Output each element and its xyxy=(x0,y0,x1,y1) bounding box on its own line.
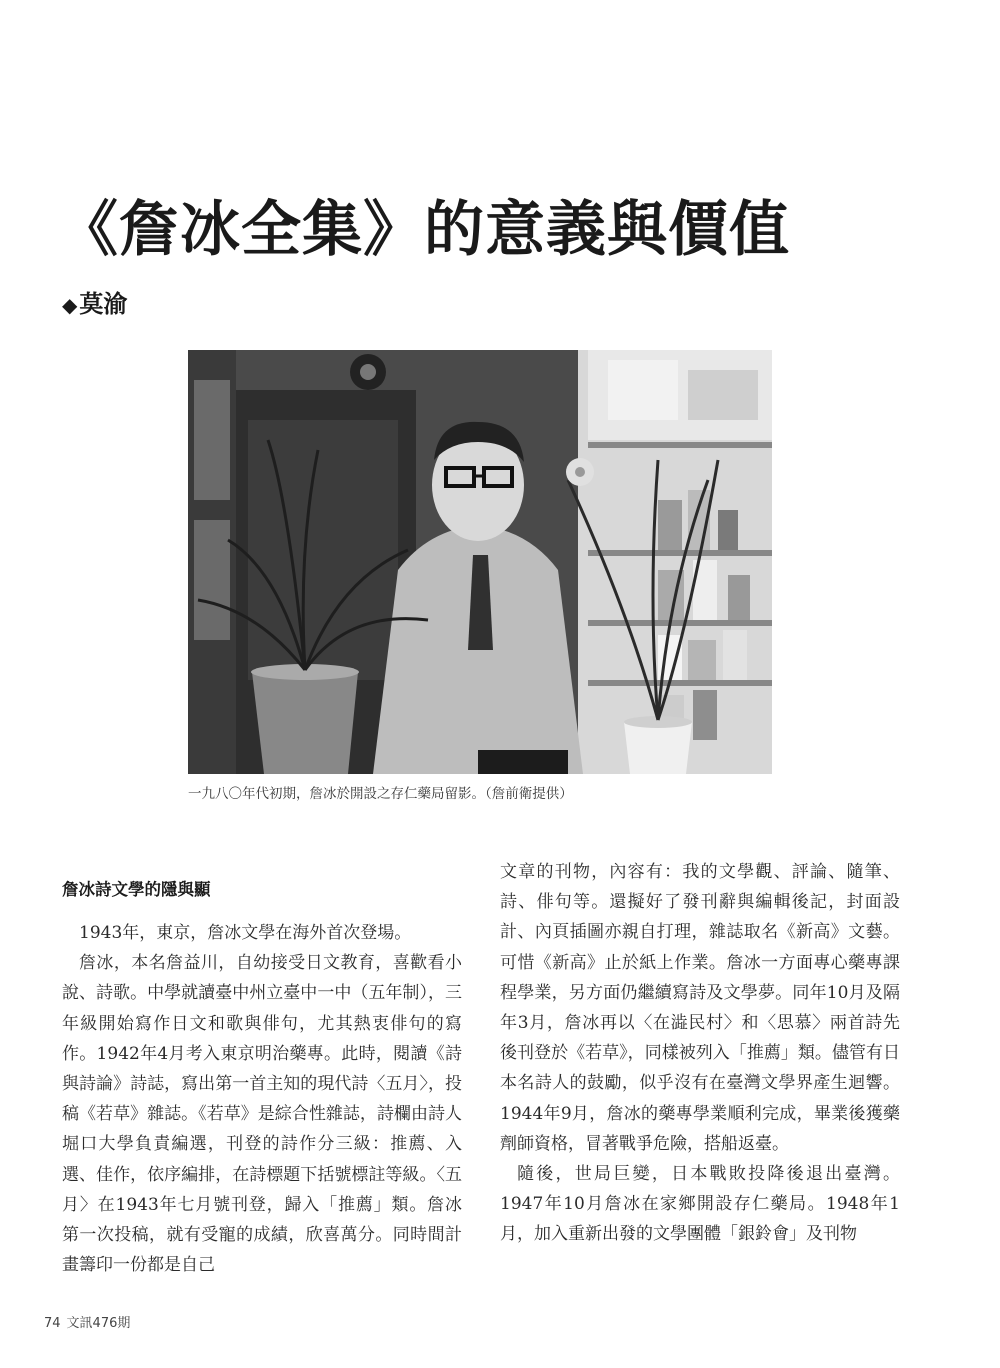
publication-name: 文訊476期 xyxy=(66,1316,131,1331)
diamond-icon: ◆ xyxy=(62,293,78,317)
author-byline xyxy=(62,284,127,319)
body-column-left xyxy=(62,918,462,1280)
page-number: 74 xyxy=(44,1316,61,1331)
pharmacy-portrait-image xyxy=(188,350,772,774)
section-heading: 詹冰詩文學的隱與顯 xyxy=(62,880,211,899)
article-title: 《詹冰全集》的意義與價值 xyxy=(58,195,790,265)
page-footer xyxy=(44,1312,130,1331)
paragraph: 詹冰，本名詹益川，自幼接受日文教育，喜歡看小說、詩歌。中學就讀臺中州立臺中一中（五年制），三年級開始寫作日文和歌與俳句，尤其熱衷俳句的寫作。1942年4月考入東京明治藥專。此時，閱讀《詩與詩論》詩誌，寫出第一首主知的現代詩〈五月〉，投稿《若草》雜誌。《若草》是綜合性雜誌，詩欄由詩人堀口大學負責編選，刊登的詩作分三級：推薦、入選、佳作，依序編排，在詩標題下括號標註等級。〈五月〉在1943年七月號刊登，歸入「推薦」類。詹冰第一次投稿，就有受寵的成績，欣喜萬分。同時間計畫籌印一份都是自己 xyxy=(62,953,462,1276)
paragraph: 1943年，東京，詹冰文學在海外首次登場。 xyxy=(79,923,412,943)
body-column-right xyxy=(500,857,900,1250)
paragraph: 文章的刊物，內容有：我的文學觀、評論、隨筆、詩、俳句等。還擬好了發刊辭與編輯後記，封面設計、內頁插圖亦親自打理，雜誌取名《新高》文藝。可惜《新高》止於紙上作業。詹冰一方面專心藥專課程學業，另方面仍繼續寫詩及文學夢。同年10月及隔年3月，詹冰再以〈在澁民村〉和〈思慕〉兩首詩先後刊登於《若草》，同樣被列入「推薦」類。儘管有日本名詩人的鼓勵，似乎沒有在臺灣文學界產生迴響。1944年9月，詹冰的藥專學業順利完成，畢業後獲藥劑師資格，冒著戰爭危險，搭船返臺。 xyxy=(500,862,900,1154)
paragraph: 隨後，世局巨變，日本戰敗投降後退出臺灣。1947年10月詹冰在家鄉開設存仁藥局。1948年1月，加入重新出發的文學團體「銀鈴會」及刊物 xyxy=(500,1164,900,1245)
photo-caption: 一九八〇年代初期，詹冰於開設之存仁藥局留影。（詹前衛提供） xyxy=(188,786,573,802)
author-name: 莫渝 xyxy=(79,290,128,318)
article-photo xyxy=(188,350,772,774)
